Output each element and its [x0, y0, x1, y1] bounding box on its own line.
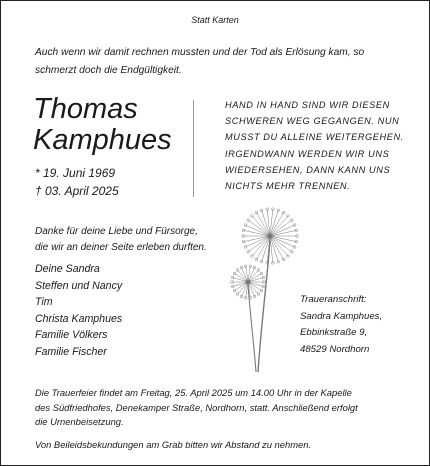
- first-name: Thomas: [33, 93, 138, 125]
- mourning-address: [300, 292, 382, 358]
- quote-line: NICHTS MEHR TRENNEN.: [225, 181, 351, 192]
- divider-line: [193, 100, 194, 197]
- quote-line: HAND IN HAND SIND WIR DIESEN: [225, 100, 390, 110]
- mourner: Christa Kamphues: [35, 312, 123, 325]
- quote-line: MUSST DU ALLEINE WEITERGEHEN.: [225, 132, 404, 143]
- header-note: Statt Karten: [191, 15, 239, 25]
- birth-date: * 19. Juni 1969: [35, 166, 116, 180]
- mourner: Familie Völkers: [35, 329, 108, 341]
- life-dates: [35, 164, 119, 200]
- thanks-line: Danke für deine Liebe und Fürsorge,: [35, 226, 198, 237]
- address-street: Ebbinkstraße 9,: [300, 327, 368, 338]
- closing-note: Von Beileidsbekundungen am Grab bitten wir Abstand zu nehmen.: [35, 439, 312, 450]
- intro-line-2: schmerzt doch die Endgültigkeit.: [35, 65, 182, 76]
- thanks-line: die wir an deiner Seite erleben durften.: [35, 242, 207, 253]
- funeral-line-2: des Südfriedhofes, Denekamper Straße, Nordhorn, statt. Anschließend erfolgt: [35, 401, 358, 413]
- mourner: Familie Fischer: [35, 345, 107, 358]
- funeral-line-3: die Urnenbeisetzung.: [35, 416, 124, 427]
- quote-line: SCHWEREN WEG GEGANGEN. NUN: [225, 116, 400, 127]
- address-label: Traueranschrift:: [300, 294, 367, 305]
- last-name: Kamphues: [33, 124, 172, 156]
- address-name: Sandra Kamphues,: [300, 310, 383, 322]
- deceased-name: [33, 94, 172, 156]
- dandelion-icon: [218, 204, 306, 374]
- mourner: Tim: [35, 296, 53, 308]
- address-city: 48529 Nordhorn: [300, 343, 370, 355]
- death-date: † 03. April 2025: [35, 184, 119, 198]
- quote-block: [225, 97, 425, 194]
- mourner: Deine Sandra: [35, 263, 100, 275]
- intro-line-1: Auch wenn wir damit rechnen mussten und der Tod als Erlösung kam, so: [35, 47, 365, 58]
- funeral-info: [35, 386, 407, 430]
- intro-text: [35, 44, 405, 80]
- quote-line: WIEDERSEHEN, DANN KANN UNS: [225, 164, 391, 175]
- mourner: Steffen und Nancy: [35, 279, 123, 292]
- funeral-line-1: Die Trauerfeier findet am Freitag, 25. April 2025 um 14.00 Uhr in der Kapelle: [35, 387, 352, 398]
- mourners-list: [35, 261, 122, 360]
- quote-line: IRGENDWANN WERDEN WIR UNS: [225, 148, 390, 159]
